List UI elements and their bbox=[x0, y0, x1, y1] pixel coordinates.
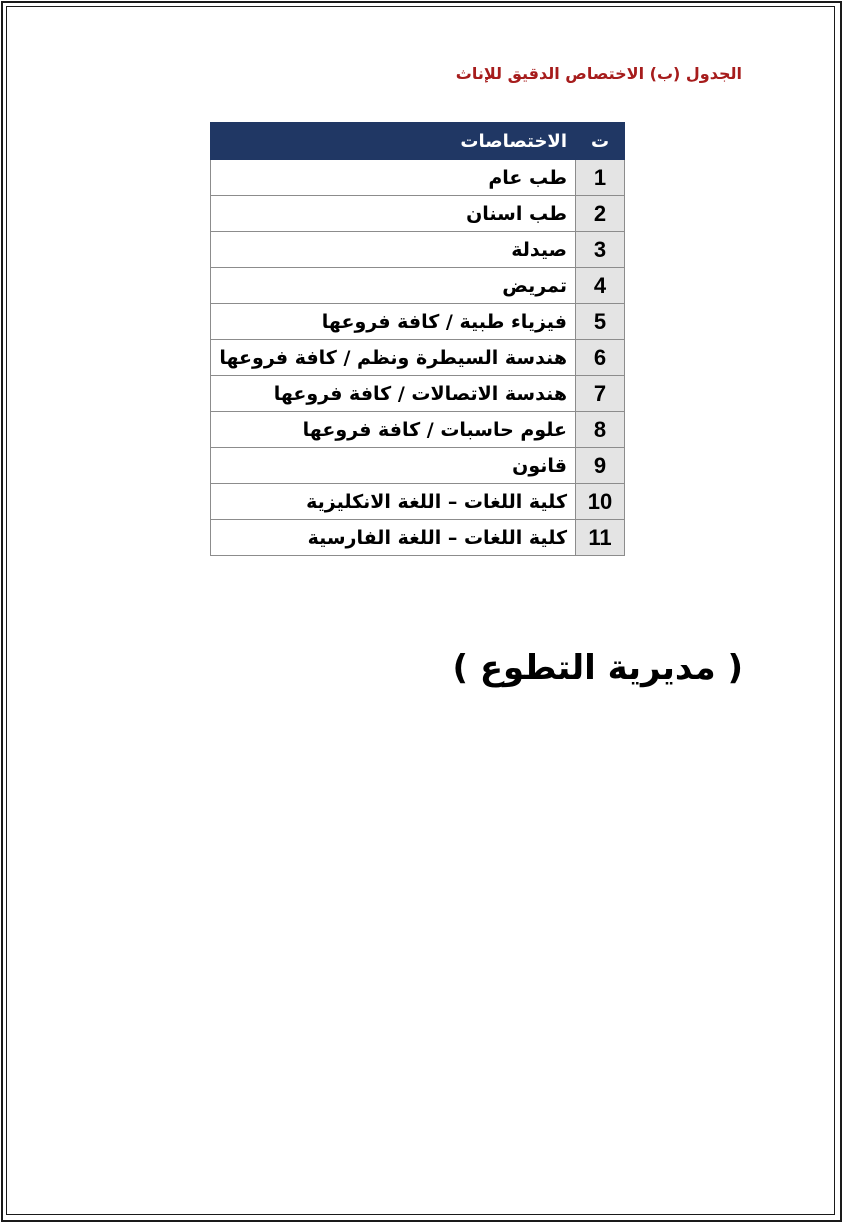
table-row bbox=[211, 412, 625, 448]
row-number: 10 bbox=[576, 484, 625, 520]
row-specialization: هندسة السيطرة ونظم / كافة فروعها bbox=[211, 340, 576, 376]
directorate-title: ( مديرية التطوع ) bbox=[452, 648, 743, 688]
row-number: 1 bbox=[576, 160, 625, 196]
row-number: 11 bbox=[576, 520, 625, 556]
table-row bbox=[211, 520, 625, 556]
row-specialization: تمريض bbox=[211, 268, 576, 304]
row-number: 3 bbox=[576, 232, 625, 268]
table-row bbox=[211, 196, 625, 232]
table-row bbox=[211, 340, 625, 376]
row-number: 6 bbox=[576, 340, 625, 376]
specializations-table bbox=[210, 122, 625, 556]
table-row bbox=[211, 232, 625, 268]
table-row bbox=[211, 160, 625, 196]
header-specializations: الاختصاصات bbox=[211, 123, 576, 160]
row-number: 2 bbox=[576, 196, 625, 232]
row-specialization: طب عام bbox=[211, 160, 576, 196]
table-header-row bbox=[211, 123, 625, 160]
table-row bbox=[211, 268, 625, 304]
row-specialization: كلية اللغات – اللغة الفارسية bbox=[211, 520, 576, 556]
row-specialization: قانون bbox=[211, 448, 576, 484]
row-number: 5 bbox=[576, 304, 625, 340]
table-row bbox=[211, 376, 625, 412]
row-specialization: صيدلة bbox=[211, 232, 576, 268]
table-row bbox=[211, 304, 625, 340]
table-row bbox=[211, 448, 625, 484]
row-number: 4 bbox=[576, 268, 625, 304]
table-caption: الجدول (ب) الاختصاص الدقيق للإناث bbox=[455, 64, 742, 83]
table-row bbox=[211, 484, 625, 520]
row-specialization: علوم حاسبات / كافة فروعها bbox=[211, 412, 576, 448]
row-specialization: هندسة الاتصالات / كافة فروعها bbox=[211, 376, 576, 412]
row-number: 7 bbox=[576, 376, 625, 412]
row-number: 9 bbox=[576, 448, 625, 484]
row-specialization: طب اسنان bbox=[211, 196, 576, 232]
row-specialization: كلية اللغات – اللغة الانكليزية bbox=[211, 484, 576, 520]
row-number: 8 bbox=[576, 412, 625, 448]
row-specialization: فيزياء طبية / كافة فروعها bbox=[211, 304, 576, 340]
header-number: ت bbox=[576, 123, 625, 160]
